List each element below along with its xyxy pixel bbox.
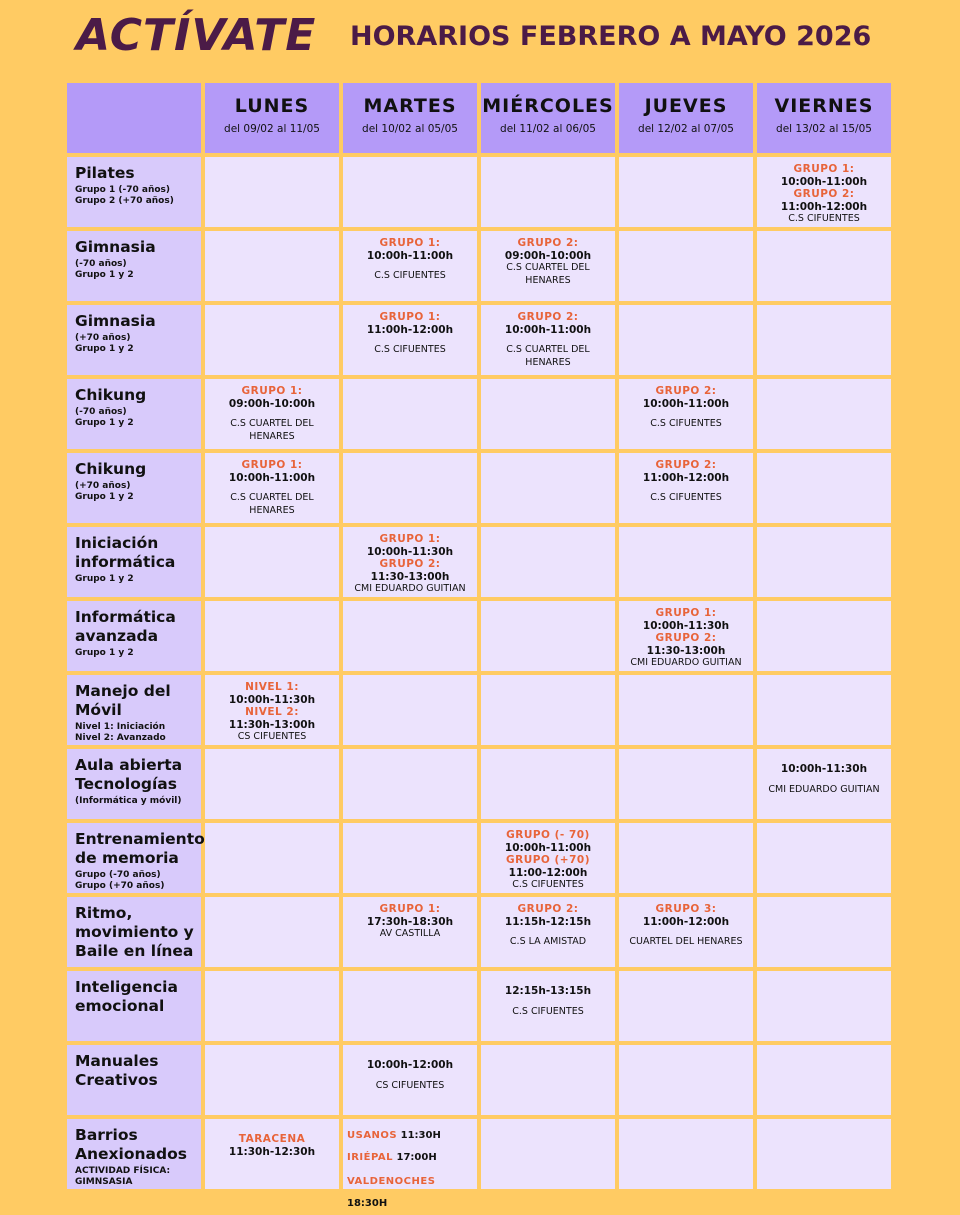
barrio-entry bbox=[347, 1147, 477, 1169]
schedule-cell bbox=[205, 601, 339, 671]
schedule-cell bbox=[481, 379, 615, 449]
venue: C.S CIFUENTES bbox=[374, 270, 446, 281]
group-label: GRUPO 2: bbox=[655, 459, 717, 471]
activity-groups: Grupo (-70 años) Grupo (+70 años) bbox=[75, 870, 165, 891]
venue: HENARES bbox=[249, 504, 295, 516]
spacer bbox=[205, 484, 339, 492]
activity-name: Manejo del Móvil bbox=[75, 682, 171, 719]
spacer bbox=[619, 410, 753, 418]
schedule-cell bbox=[205, 527, 339, 597]
activity-label bbox=[67, 527, 201, 597]
schedule-cell bbox=[619, 749, 753, 819]
venue: CMI EDUARDO GUITIAN bbox=[630, 657, 742, 668]
group-label: GRUPO 1: bbox=[655, 607, 717, 619]
venue: C.S CIFUENTES bbox=[374, 344, 446, 355]
schedule-cell bbox=[619, 527, 753, 597]
time-slot: 11:00h-12:00h bbox=[642, 915, 730, 928]
activity-label bbox=[67, 231, 201, 301]
schedule-cell bbox=[619, 897, 753, 967]
schedule-cell bbox=[757, 675, 891, 745]
time-slot: 17:30h-18:30h bbox=[366, 915, 454, 928]
group-label: GRUPO 2: bbox=[379, 558, 441, 570]
group-label: NIVEL 2: bbox=[245, 706, 299, 718]
day-range: del 11/02 al 06/05 bbox=[500, 123, 596, 135]
schedule-cell bbox=[205, 897, 339, 967]
group-label: GRUPO 1: bbox=[379, 237, 441, 249]
header-day-viernes bbox=[757, 83, 891, 153]
day-name: JUEVES bbox=[644, 95, 728, 117]
schedule-cell bbox=[757, 823, 891, 893]
barrio-time: 11:30H bbox=[400, 1130, 441, 1141]
schedule-cell bbox=[757, 897, 891, 967]
venue: HENARES bbox=[249, 430, 295, 442]
activity-name: Aula abierta Tecnologías bbox=[75, 756, 183, 793]
time-slot: 10:00h-11:00h bbox=[642, 397, 730, 410]
activity-label bbox=[67, 675, 201, 745]
header-corner bbox=[67, 83, 201, 153]
activity-name: Informática avanzada bbox=[75, 608, 176, 645]
schedule-cell bbox=[205, 1045, 339, 1115]
activity-label bbox=[67, 601, 201, 671]
activity-name: Chikung bbox=[75, 386, 147, 404]
venue: CMI EDUARDO GUITIAN bbox=[354, 583, 466, 594]
schedule-cell bbox=[205, 675, 339, 745]
schedule-cell bbox=[619, 1045, 753, 1115]
day-range: del 12/02 al 07/05 bbox=[638, 123, 734, 135]
barrio-entry bbox=[347, 1125, 477, 1147]
schedule-cell bbox=[757, 1119, 891, 1189]
time-slot: 11:30-13:00h bbox=[370, 570, 450, 583]
day-name: MARTES bbox=[363, 95, 457, 117]
activity-label bbox=[67, 971, 201, 1041]
schedule-cell bbox=[481, 749, 615, 819]
activity-label bbox=[67, 749, 201, 819]
schedule-cell bbox=[205, 157, 339, 227]
schedule-cell bbox=[343, 749, 477, 819]
time-slot: 10:00h-11:30h bbox=[366, 545, 454, 558]
time-slot: 11:00h-12:00h bbox=[366, 323, 454, 336]
schedule-cell bbox=[757, 601, 891, 671]
schedule-cell bbox=[619, 157, 753, 227]
schedule-cell bbox=[481, 675, 615, 745]
activity-name: Gimnasia bbox=[75, 238, 156, 256]
schedule-cell bbox=[205, 231, 339, 301]
activity-groups: (Informática y móvil) bbox=[75, 796, 182, 806]
spacer bbox=[205, 410, 339, 418]
schedule-cell bbox=[481, 823, 615, 893]
time-slot: 10:00h-11:30h bbox=[642, 619, 730, 632]
venue: C.S CIFUENTES bbox=[650, 418, 722, 429]
activity-name: Iniciación informática bbox=[75, 534, 176, 571]
group-label: NIVEL 1: bbox=[245, 681, 299, 693]
schedule-cell bbox=[343, 897, 477, 967]
activity-name: Ritmo, movimiento y Baile en línea bbox=[75, 904, 194, 960]
time-slot: 10:00h-11:00h bbox=[228, 471, 316, 484]
spacer bbox=[619, 928, 753, 936]
schedule-cell bbox=[343, 453, 477, 523]
activity-label bbox=[67, 1119, 201, 1189]
time-slot: 11:00-12:00h bbox=[508, 866, 588, 879]
activity-name: Pilates bbox=[75, 164, 135, 182]
group-label: GRUPO 2: bbox=[655, 632, 717, 644]
day-range: del 13/02 al 15/05 bbox=[776, 123, 872, 135]
activity-label bbox=[67, 1045, 201, 1115]
group-label: TARACENA bbox=[238, 1133, 306, 1145]
barrio-time: 17:00H bbox=[396, 1152, 437, 1163]
schedule-cell bbox=[481, 157, 615, 227]
schedule-cell bbox=[343, 305, 477, 375]
schedule-cell bbox=[343, 823, 477, 893]
venue: C.S LA AMISTAD bbox=[509, 936, 587, 947]
activity-name: Barrios Anexionados bbox=[75, 1126, 187, 1163]
schedule-cell bbox=[619, 823, 753, 893]
activity-label bbox=[67, 379, 201, 449]
group-label: GRUPO 1: bbox=[241, 459, 303, 471]
spacer bbox=[481, 977, 615, 985]
venue: C.S CUARTEL DEL bbox=[230, 418, 314, 429]
schedule-cell bbox=[343, 379, 477, 449]
schedule-cell bbox=[343, 971, 477, 1041]
schedule-cell bbox=[481, 897, 615, 967]
venue: C.S CUARTEL DEL bbox=[506, 262, 590, 273]
schedule-cell bbox=[343, 231, 477, 301]
group-label: GRUPO 2: bbox=[517, 311, 579, 323]
activity-groups: (+70 años) Grupo 1 y 2 bbox=[75, 481, 134, 502]
time-slot: 10:00h-11:00h bbox=[366, 249, 454, 262]
header-day-jueves bbox=[619, 83, 753, 153]
schedule-cell bbox=[481, 527, 615, 597]
spacer bbox=[343, 262, 477, 270]
schedule-cell bbox=[619, 971, 753, 1041]
time-slot: 11:00h-12:00h bbox=[780, 200, 868, 213]
schedule-cell bbox=[757, 453, 891, 523]
group-label: GRUPO 2: bbox=[793, 188, 855, 200]
venue: HENARES bbox=[525, 274, 571, 286]
day-range: del 09/02 al 11/05 bbox=[224, 123, 320, 135]
schedule-cell bbox=[481, 601, 615, 671]
schedule-cell bbox=[757, 1045, 891, 1115]
activity-groups: Nivel 1: Iniciación Nivel 2: Avanzado bbox=[75, 722, 166, 743]
time-slot: 11:15h-12:15h bbox=[504, 915, 592, 928]
schedule-cell bbox=[205, 379, 339, 449]
schedule-cell bbox=[481, 971, 615, 1041]
activity-name: Gimnasia bbox=[75, 312, 156, 330]
schedule-subtitle: HORARIOS FEBRERO A MAYO 2026 bbox=[350, 21, 872, 52]
activity-groups: (+70 años) Grupo 1 y 2 bbox=[75, 333, 134, 354]
barrio-name: USANOS bbox=[347, 1130, 398, 1141]
group-label: GRUPO 1: bbox=[379, 533, 441, 545]
venue: HENARES bbox=[525, 356, 571, 368]
schedule-cell bbox=[619, 601, 753, 671]
group-label: GRUPO 2: bbox=[517, 237, 579, 249]
time-slot: 10:00h-11:30h bbox=[780, 763, 868, 775]
spacer bbox=[343, 336, 477, 344]
schedule-cell bbox=[757, 305, 891, 375]
schedule-cell bbox=[757, 749, 891, 819]
schedule-cell bbox=[619, 453, 753, 523]
activity-name: Manuales Creativos bbox=[75, 1052, 159, 1089]
header-day-lunes bbox=[205, 83, 339, 153]
activity-groups: (-70 años) Grupo 1 y 2 bbox=[75, 407, 134, 428]
schedule-cell bbox=[343, 675, 477, 745]
schedule-cell bbox=[619, 1119, 753, 1189]
time-slot: 10:00h-11:00h bbox=[780, 175, 868, 188]
venue: CS CIFUENTES bbox=[375, 1079, 445, 1091]
venue: CUARTEL DEL HENARES bbox=[629, 936, 743, 947]
barrio-name: IRIÉPAL bbox=[347, 1152, 393, 1163]
time-slot: 12:15h-13:15h bbox=[504, 985, 592, 997]
day-range: del 10/02 al 05/05 bbox=[362, 123, 458, 135]
venue: C.S CIFUENTES bbox=[650, 492, 722, 503]
venue: CMI EDUARDO GUITIAN bbox=[768, 783, 880, 795]
schedule-cell bbox=[205, 749, 339, 819]
activity-groups: Grupo 1 y 2 bbox=[75, 648, 134, 658]
venue: CS CIFUENTES bbox=[237, 731, 307, 742]
schedule-cell bbox=[481, 1119, 615, 1189]
schedule-cell bbox=[619, 231, 753, 301]
schedule-cell bbox=[757, 971, 891, 1041]
venue: C.S CIFUENTES bbox=[512, 879, 584, 890]
spacer bbox=[757, 755, 891, 763]
header-day-miercoles bbox=[481, 83, 615, 153]
group-label: GRUPO 1: bbox=[241, 385, 303, 397]
schedule-cell bbox=[757, 157, 891, 227]
activity-groups: Grupo 1 y 2 bbox=[75, 574, 134, 584]
time-slot: 10:00h-11:30h bbox=[228, 693, 316, 706]
schedule-cell bbox=[481, 305, 615, 375]
activity-groups: Grupo 1 (-70 años) Grupo 2 (+70 años) bbox=[75, 185, 174, 206]
schedule-cell bbox=[205, 971, 339, 1041]
time-slot: 09:00h-10:00h bbox=[228, 397, 316, 410]
barrio-time: 18:30H bbox=[347, 1198, 388, 1209]
venue: AV CASTILLA bbox=[379, 928, 441, 939]
schedule-cell bbox=[343, 1045, 477, 1115]
activity-name: Inteligencia emocional bbox=[75, 978, 178, 1015]
day-name: VIERNES bbox=[774, 95, 874, 117]
activity-label bbox=[67, 157, 201, 227]
schedule-cell bbox=[757, 231, 891, 301]
activity-groups: (-70 años) Grupo 1 y 2 bbox=[75, 259, 134, 280]
schedule-cell bbox=[343, 527, 477, 597]
schedule-cell bbox=[343, 157, 477, 227]
spacer bbox=[343, 1072, 477, 1080]
schedule-cell bbox=[343, 601, 477, 671]
spacer bbox=[757, 776, 891, 784]
time-slot: 11:30h-13:00h bbox=[228, 718, 316, 731]
venue: C.S CUARTEL DEL bbox=[506, 344, 590, 355]
time-slot: 10:00h-11:00h bbox=[504, 841, 592, 854]
activity-name: Entrenamiento de memoria bbox=[75, 830, 205, 867]
schedule-cell bbox=[619, 379, 753, 449]
schedule-cell bbox=[205, 453, 339, 523]
schedule-cell bbox=[481, 453, 615, 523]
time-slot: 10:00h-11:00h bbox=[504, 323, 592, 336]
spacer bbox=[619, 484, 753, 492]
activity-label bbox=[67, 453, 201, 523]
time-slot: 11:00h-12:00h bbox=[642, 471, 730, 484]
venue: C.S CIFUENTES bbox=[788, 213, 860, 224]
activity-groups: ACTIVIDAD FÍSICA: GIMNSASIA bbox=[75, 1166, 171, 1187]
group-label: GRUPO (- 70) bbox=[506, 829, 590, 841]
schedule-cell bbox=[757, 527, 891, 597]
activity-label bbox=[67, 897, 201, 967]
main-title: ACTÍVATE bbox=[76, 10, 317, 61]
schedule-cell bbox=[205, 1119, 339, 1189]
schedule-cell bbox=[205, 823, 339, 893]
group-label: GRUPO (+70) bbox=[505, 854, 590, 866]
group-label: GRUPO 2: bbox=[655, 385, 717, 397]
group-label: GRUPO 1: bbox=[793, 163, 855, 175]
time-slot: 11:30h-12:30h bbox=[228, 1145, 316, 1158]
group-label: GRUPO 1: bbox=[379, 903, 441, 915]
schedule-cell bbox=[481, 1045, 615, 1115]
spacer bbox=[481, 928, 615, 936]
venue: C.S CUARTEL DEL bbox=[230, 492, 314, 503]
time-slot: 10:00h-12:00h bbox=[366, 1059, 454, 1071]
group-label: GRUPO 2: bbox=[517, 903, 579, 915]
time-slot: 09:00h-10:00h bbox=[504, 249, 592, 262]
day-name: MIÉRCOLES bbox=[482, 95, 614, 117]
group-label: GRUPO 3: bbox=[655, 903, 717, 915]
schedule-cell bbox=[757, 379, 891, 449]
schedule-table bbox=[67, 83, 893, 1209]
activity-label bbox=[67, 823, 205, 893]
header-day-martes bbox=[343, 83, 477, 153]
schedule-cell bbox=[481, 231, 615, 301]
spacer bbox=[205, 1125, 339, 1133]
schedule-cell bbox=[343, 1119, 477, 1209]
group-label: GRUPO 1: bbox=[379, 311, 441, 323]
spacer bbox=[481, 998, 615, 1006]
day-name: LUNES bbox=[234, 95, 310, 117]
spacer bbox=[343, 1051, 477, 1059]
activity-label bbox=[67, 305, 201, 375]
venue: C.S CIFUENTES bbox=[512, 1005, 584, 1017]
activity-name: Chikung bbox=[75, 460, 147, 478]
schedule-cell bbox=[619, 305, 753, 375]
spacer bbox=[481, 336, 615, 344]
barrio-entry bbox=[347, 1171, 477, 1215]
schedule-cell bbox=[205, 305, 339, 375]
schedule-cell bbox=[619, 675, 753, 745]
barrio-name: VALDENOCHES bbox=[347, 1176, 436, 1187]
time-slot: 11:30-13:00h bbox=[646, 644, 726, 657]
